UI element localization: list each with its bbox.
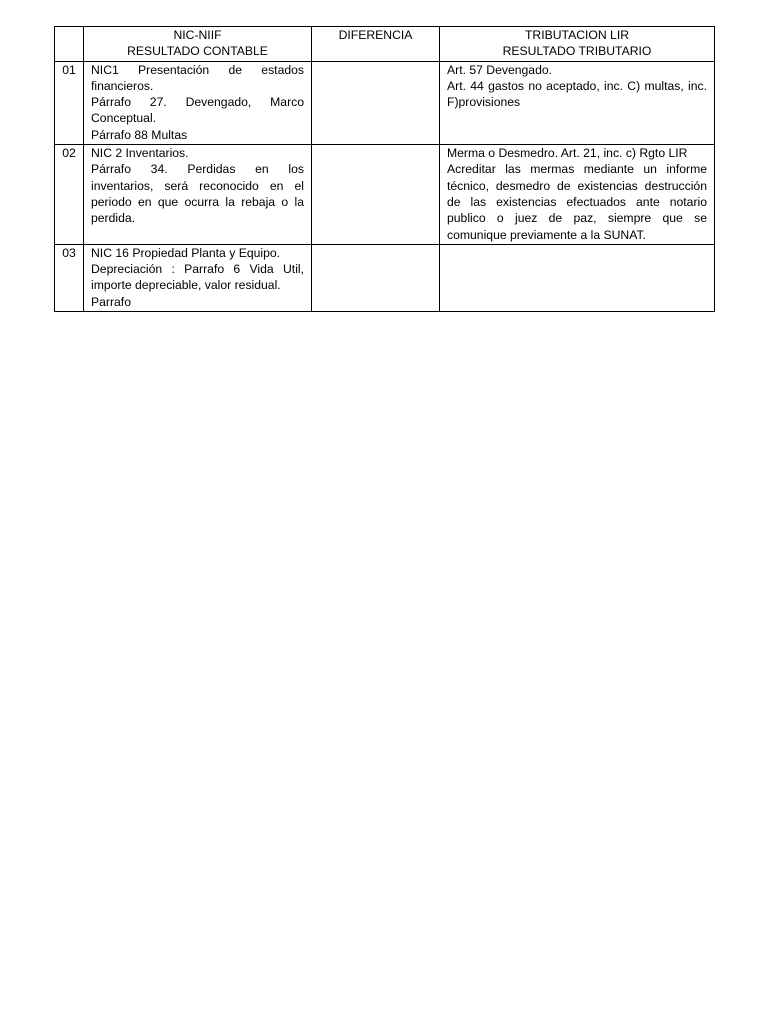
comparison-table (54, 26, 715, 312)
header-diferencia: DIFERENCIA (312, 27, 440, 62)
header-tributario-line1: TRIBUTACION LIR (524, 28, 630, 42)
row-tributario-cell (440, 244, 715, 311)
row-tributario-cell (440, 145, 715, 245)
table-row (55, 61, 715, 144)
cell-paragraph: Párrafo 88 Multas (91, 127, 188, 142)
header-resultado-tributario (440, 27, 715, 62)
cell-paragraph: Párrafo 27. Devengado, Marco Conceptual. (91, 95, 304, 126)
row-diferencia-cell (312, 61, 440, 144)
table-header-row (55, 27, 715, 62)
cell-paragraph: NIC1 Presentación de estados financieros. (91, 62, 304, 93)
cell-paragraph: Depreciación : Parrafo 6 Vida Util, importe depreciable, valor residual. (91, 262, 304, 293)
row-number: 03 (55, 244, 84, 311)
header-tributario-line2: RESULTADO TRIBUTARIO (502, 44, 652, 59)
row-number: 02 (55, 145, 84, 245)
header-resultado-contable (84, 27, 312, 62)
cell-paragraph: NIC 2 Inventarios. (91, 146, 189, 161)
cell-paragraph: Acreditar las mermas mediante un informe técnico, desmedro de existencias destrucción de las existencias efectuados ante notario publico o juez de paz, siempre que se comunique previamente a la SUNAT. (447, 162, 707, 242)
header-contable-line1: NIC-NIIF (173, 28, 222, 42)
table-row (55, 244, 715, 311)
cell-paragraph: Párrafo 34. Perdidas en los inventarios, será reconocido en el periodo en que ocurra la rebaja o la perdida. (91, 162, 304, 226)
row-contable-cell (84, 145, 312, 245)
cell-paragraph: Parrafo (91, 294, 131, 309)
header-number (55, 27, 84, 62)
row-diferencia-cell (312, 244, 440, 311)
cell-paragraph: Art. 44 gastos no aceptado, inc. C) multas, inc. F)provisiones (447, 78, 707, 110)
row-diferencia-cell (312, 145, 440, 245)
header-contable-line2: RESULTADO CONTABLE (127, 44, 268, 59)
cell-paragraph: Art. 57 Devengado. (447, 62, 553, 77)
cell-paragraph: Merma o Desmedro. Art. 21, inc. c) Rgto LIR (447, 146, 688, 161)
row-contable-cell (84, 244, 312, 311)
row-contable-cell (84, 61, 312, 144)
table-row (55, 145, 715, 245)
row-number: 01 (55, 61, 84, 144)
cell-paragraph: NIC 16 Propiedad Planta y Equipo. (91, 245, 281, 260)
row-tributario-cell (440, 61, 715, 144)
